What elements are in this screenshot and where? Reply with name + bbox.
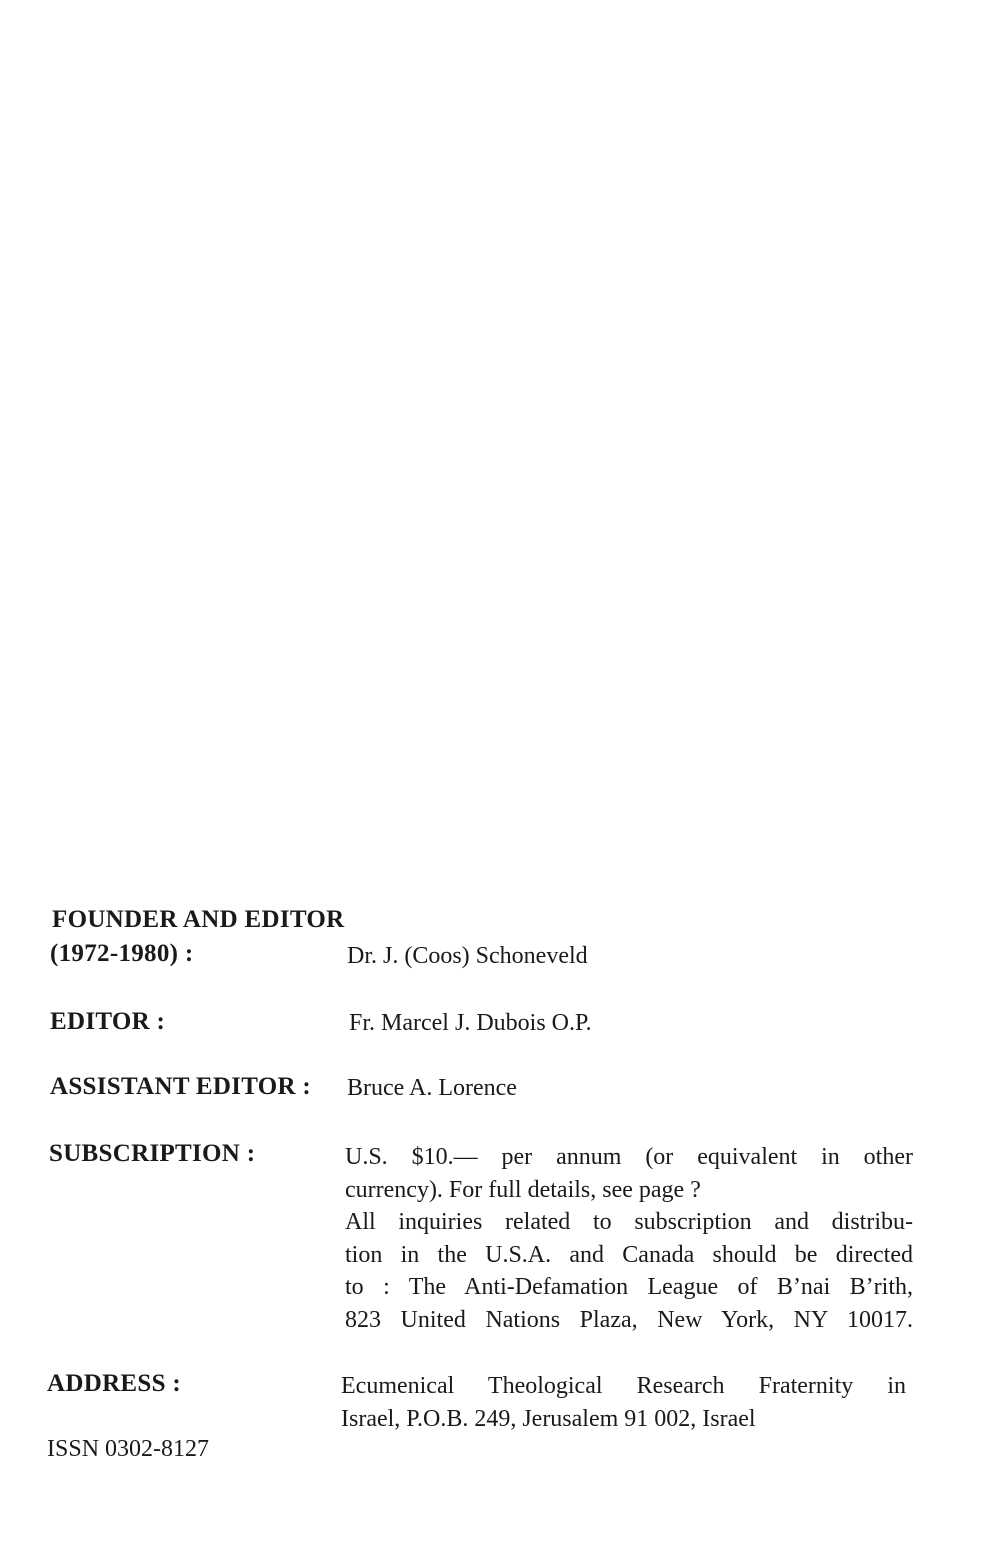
subscription-text bbox=[345, 1141, 913, 1336]
address-line: Israel, P.O.B. 249, Jerusalem 91 002, Israel bbox=[341, 1405, 756, 1432]
editor-label: EDITOR : bbox=[50, 1008, 166, 1035]
subscription-line: 823 United Nations Plaza, New York, NY 10017. bbox=[345, 1306, 913, 1333]
subscription-line: currency). For full details, see page ? bbox=[345, 1176, 701, 1203]
editor-name: Fr. Marcel J. Dubois O.P. bbox=[349, 1010, 592, 1036]
subscription-line: All inquiries related to subscription and distribu- bbox=[345, 1209, 913, 1235]
subscription-line: tion in the U.S.A. and Canada should be directed bbox=[345, 1241, 913, 1268]
subscription-line: U.S. $10.— per annum (or equivalent in other bbox=[345, 1144, 913, 1170]
assistant-editor-label: ASSISTANT EDITOR : bbox=[50, 1073, 312, 1100]
address-text bbox=[341, 1370, 906, 1435]
address-line: Ecumenical Theological Research Fraternity in bbox=[341, 1373, 906, 1399]
founder-label-line1: FOUNDER AND EDITOR bbox=[52, 906, 345, 933]
assistant-editor-name: Bruce A. Lorence bbox=[347, 1075, 517, 1101]
subscription-label: SUBSCRIPTION : bbox=[49, 1140, 256, 1167]
founder-label-line2: (1972-1980) : bbox=[50, 940, 194, 967]
issn-number: ISSN 0302-8127 bbox=[47, 1436, 210, 1462]
address-label: ADDRESS : bbox=[47, 1370, 181, 1397]
subscription-line: to : The Anti-Defamation League of B’nai B’rith, bbox=[345, 1274, 913, 1300]
founder-name: Dr. J. (Coos) Schoneveld bbox=[347, 943, 588, 969]
